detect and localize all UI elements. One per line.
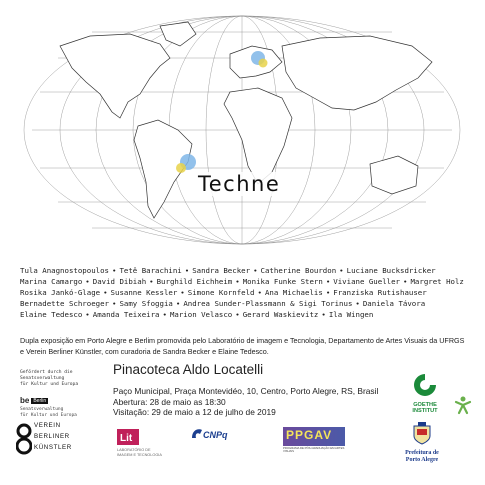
prefeitura-line: Prefeitura de [405, 450, 439, 456]
be-mark: be [20, 396, 30, 405]
artist-row [20, 287, 470, 298]
bullet-separator: • [175, 299, 181, 308]
world-map [20, 6, 465, 254]
bullet-separator: • [85, 310, 90, 319]
artist-name: Franziska Rutishauser [333, 288, 427, 297]
bullet-separator: • [85, 277, 90, 286]
artist-name: Susanne Kessler [110, 288, 178, 297]
bullet-separator: • [162, 310, 167, 319]
person-figure-icon [453, 395, 473, 415]
artist-row [20, 298, 470, 309]
prefeitura-line: Porto Alegre [405, 457, 439, 463]
artist-name: Gerard Waskievitz [242, 310, 319, 319]
africa [224, 88, 292, 184]
berlin-box: Berlin [33, 398, 47, 405]
australia [370, 156, 418, 194]
berlin-sub-line: für Kultur und Europa [20, 412, 77, 418]
artist-name: Viviane Gueller [333, 277, 401, 286]
artist-name: Daniela Távora [362, 299, 426, 308]
goethe-line: GOETHE [413, 402, 437, 408]
artist-name: Marion Velasco [169, 310, 233, 319]
greenland [160, 22, 196, 46]
goethe-line: INSTITUT [412, 408, 438, 415]
verein-line: VEREIN [34, 422, 61, 429]
cnpq-logo: CNPq [203, 430, 228, 440]
funding-line: Senatsverwaltung [20, 375, 65, 381]
bullet-separator: • [235, 310, 240, 319]
lit-logo-text [117, 448, 162, 457]
artist-name: Andrea Sunder-Plassmann & Sigi Torinus [183, 299, 353, 308]
berlin-sub-line: Senatsverwaltung [20, 407, 64, 412]
sponsor-logos [0, 420, 485, 480]
bullet-separator: • [325, 277, 331, 286]
north-america [60, 34, 170, 118]
venue-address: Paço Municipal, Praça Montevidéo, 10, Centro, Porto Alegre, RS, Brasil [113, 386, 379, 396]
artist-row [20, 276, 470, 287]
bullet-separator: • [180, 288, 185, 297]
bullet-separator: • [325, 288, 331, 297]
exhibition-title: Techne [198, 172, 281, 196]
funding-note [20, 370, 80, 387]
venue-info [113, 386, 378, 418]
artist-name: Amanda Teixeira [92, 310, 160, 319]
lit-logo-icon [117, 427, 139, 447]
funding-line: Gefördert durch die [20, 370, 73, 375]
bullet-separator: • [403, 277, 408, 286]
bullet-separator: • [257, 288, 262, 297]
artist-name: Catherine Bourdon [260, 266, 337, 275]
lit-line: IMAGEM E TECNOLOGIA [117, 452, 162, 457]
artist-list [20, 265, 470, 320]
artist-name: Burghild Eichheim [156, 277, 233, 286]
bullet-separator: • [253, 266, 258, 275]
artist-name: Rosika Jankó-Glage [20, 288, 101, 297]
goethe-swoosh-icon [410, 372, 440, 398]
exhibition-description: Dupla exposição em Porto Alegre e Berlim promovida pelo Laboratório de imagem e Tecnologia, Departamento de Artes Visuais da UFRGS e Verein Berliner Künstler, com curadoria de Sandra Becker e Elaine Tedesco. [20, 336, 465, 356]
artist-name: Simone Kornfeld [187, 288, 255, 297]
visiting-dates: Visitação: 29 de maio a 12 de julho de 2019 [113, 407, 276, 417]
verein-line: KÜNSTLER [34, 444, 72, 451]
venue-name: Pinacoteca Aldo Locatelli [113, 362, 264, 377]
coat-of-arms-icon [412, 422, 432, 446]
bullet-separator: • [321, 310, 326, 319]
artist-name: Ila Wingen [328, 310, 374, 319]
lit-line: LABORATÓRIO DE [117, 448, 151, 452]
artist-name: Tetê Barachini [119, 266, 182, 275]
artist-name: Tula Anagnostopoulos [20, 266, 109, 275]
verein-logo-text [34, 420, 72, 453]
prefeitura-logo [392, 422, 452, 464]
goethe-institut-logo [400, 372, 450, 415]
opening-date: Abertura: 28 de maio as 18:30 [113, 396, 226, 407]
artist-name: Elaine Tedesco [20, 310, 83, 319]
bullet-separator: • [235, 277, 240, 286]
artist-name: Margret Holz [410, 277, 464, 286]
artist-name: Bernadette Schroeger [20, 299, 109, 308]
bullet-separator: • [103, 288, 108, 297]
ppgav-subtitle: PROGRAMA DE PÓS-GRADUAÇÃO EM ARTES VISUAIS [283, 446, 345, 454]
bullet-separator: • [355, 299, 360, 308]
bullet-separator: • [184, 266, 190, 275]
artist-name: Samy Sfoggia [119, 299, 173, 308]
berlin-logo-subtitle [20, 407, 77, 418]
artist-name: Sandra Becker [192, 266, 251, 275]
verein-icon [16, 422, 32, 456]
artist-row [20, 265, 470, 276]
bullet-separator: • [112, 266, 117, 275]
svg-text:Lit: Lit [120, 433, 133, 444]
verein-line: BERLINER [34, 433, 70, 440]
asia [282, 36, 432, 110]
artist-name: Marina Camargo [20, 277, 83, 286]
artist-name: Monika Funke Stern [242, 277, 323, 286]
artist-name: Ana Michaelis [264, 288, 323, 297]
cnpq-icon [190, 426, 204, 442]
bullet-separator: • [339, 266, 344, 275]
bullet-separator: • [149, 277, 154, 286]
artist-name: Luciane Bucksdricker [346, 266, 436, 275]
funding-line: für Kultur und Europa [20, 381, 79, 387]
ppgav-logo: PPGAV [286, 428, 333, 442]
artist-row [20, 309, 470, 320]
artist-name: David Dibiah [92, 277, 147, 286]
berlin-logo [20, 396, 48, 405]
bullet-separator: • [112, 299, 117, 308]
